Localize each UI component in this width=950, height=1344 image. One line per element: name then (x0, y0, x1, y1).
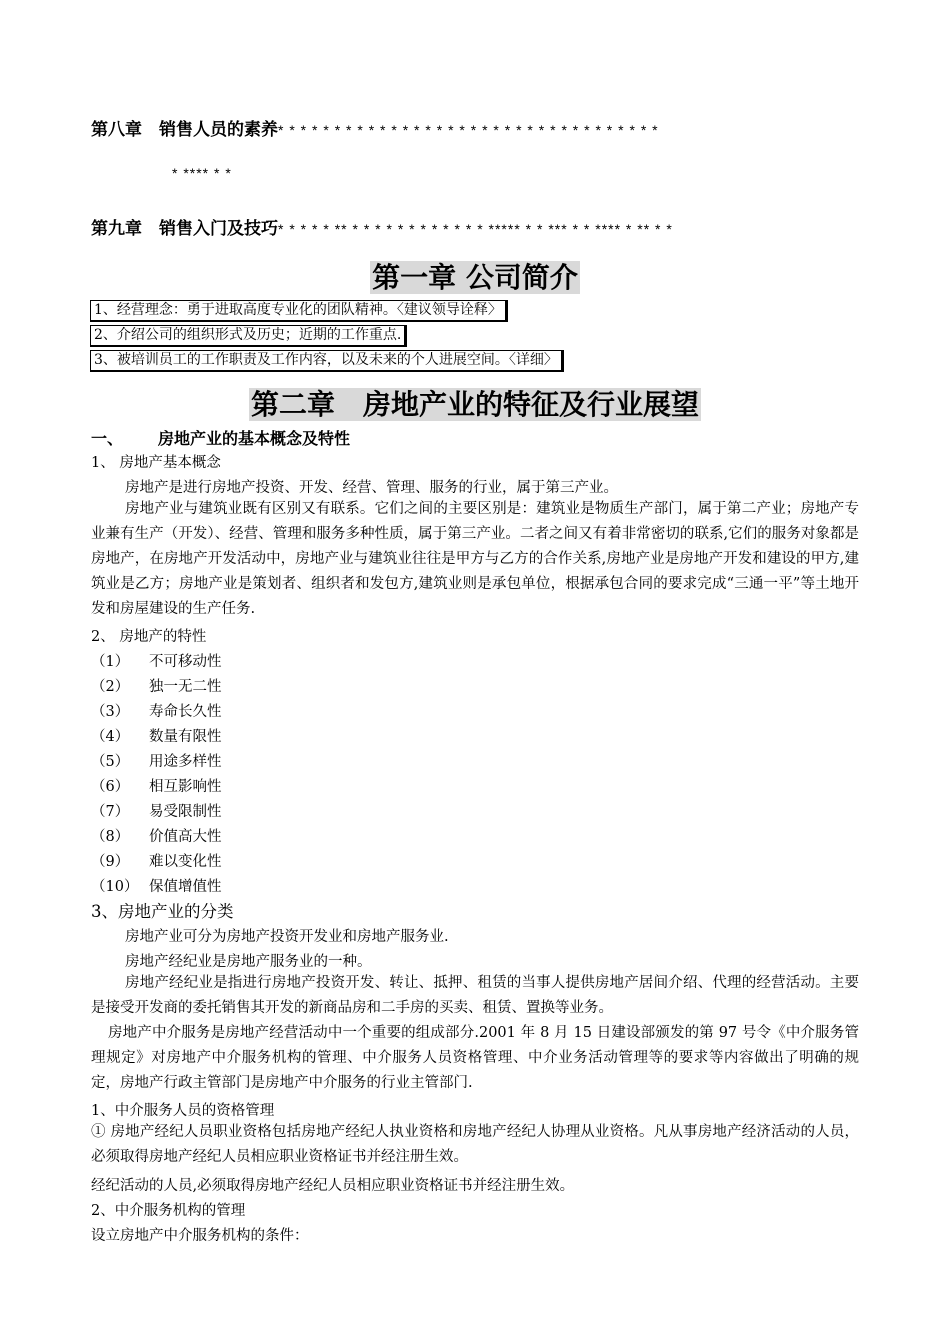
paragraph-4: 房地产经纪业是房地产服务业的一种。 (125, 954, 372, 970)
list-item: （3） 寿命长久性 (91, 704, 222, 720)
list-item: （1） 不可移动性 (91, 654, 222, 670)
paragraph-7: ① 房地产经纪人员职业资格包括房地产经纪人执业资格和房地产经纪人协理从业资格。凡从事房地产经济活动的人员，必须取得房地产经纪人员相应职业资格证书并经注册生效。 (91, 1124, 859, 1165)
toc-ch8-leader-cont: * **** * * (172, 165, 232, 181)
section-title: 房地产业的基本概念及特性 (158, 429, 351, 448)
chapter2-title: 第二章 房地产业的特征及行业展望 (250, 388, 699, 421)
paragraph-9: 设立房地产中介服务机构的条件： (91, 1228, 309, 1244)
subheading-agency: 2、中介服务机构的管理 (91, 1203, 246, 1219)
list-item: （2） 独一无二性 (91, 679, 222, 695)
toc-ch9-leader: * * * * * ** * * * * * * * * * * * * ***** * * *** * * **** * ** * * (278, 221, 673, 237)
chapter1-title: 第一章 公司简介 (372, 261, 578, 294)
subheading-concept: 1、 房地产基本概念 (91, 455, 221, 471)
paragraph-2: 房地产业与建筑业既有区别又有联系。它们之间的主要区别是：建筑业是物质生产部门，属于第二产业；房地产专业兼有生产（开发）、经营、管理和服务多种性质，属于第三产业。二者之间又有着非常密切的联系,它们的服务对象都是房地产，在房地产开发活动中，房地产业与建筑业往往是甲方与乙方的合作关系,房地产业是房地产开发和建设的甲方,建筑业是乙方；房地产业是策划者、组织者和发包方,建筑业则是承包单位，根据承包合同的要求完成“三通一平”等土地开发和房屋建设的生产任务. (91, 501, 859, 617)
list-item: （8） 价值高大性 (91, 829, 222, 845)
paragraph-3: 房地产业可分为房地产投资开发业和房地产服务业. (125, 929, 449, 945)
section-number: 一、 (91, 429, 124, 448)
toc-entry-ch8[interactable] (91, 115, 659, 140)
toc-ch8-label: 第八章 销售人员的素养 (91, 120, 278, 139)
list-item: （7） 易受限制性 (91, 804, 222, 820)
subheading-personnel: 1、中介服务人员的资格管理 (91, 1103, 275, 1119)
toc-ch8-leader: * * * * * * * * * * * * * * * * * * * * * * * * * * * * * * * * * * (278, 122, 659, 138)
toc-ch9-label: 第九章 销售入门及技巧 (91, 219, 278, 238)
chapter1-item-3: 3、被培训员工的工作职责及工作内容，以及未来的个人进展空间。〈详细〉 (90, 350, 564, 372)
list-item: （4） 数量有限性 (91, 729, 222, 745)
list-item: （5） 用途多样性 (91, 754, 222, 770)
subheading-features: 2、 房地产的特性 (91, 629, 207, 645)
subheading-classification: 3、房地产业的分类 (91, 902, 234, 921)
paragraph-1: 房地产是进行房地产投资、开发、经营、管理、服务的行业，属于第三产业。 (125, 480, 618, 496)
toc-entry-ch9[interactable] (91, 214, 673, 239)
paragraph-6: 房地产中介服务是房地产经营活动中一个重要的组成部分.2001 年 8 月 15 日建设部颁发的第 97 号令《中介服务管理规定》对房地产中介服务机构的管理、中介服务人员资格管理、中介业务活动管理等的要求等内容做出了明确的规定，房地产行政主管部门是房地产中介服务的行业主管部门. (91, 1025, 859, 1091)
paragraph-8: 经纪活动的人员,必须取得房地产经纪人员相应职业资格证书并经注册生效。 (91, 1178, 575, 1194)
paragraph-5: 房地产经纪业是指进行房地产投资开发、转让、抵押、租赁的当事人提供房地产居间介绍、代理的经营活动。主要是接受开发商的委托销售其开发的新商品房和二手房的买卖、租赁、置换等业务。 (91, 975, 859, 1016)
section-heading (91, 426, 351, 449)
list-item: （10） 保值增值性 (91, 879, 222, 895)
chapter1-item-2: 2、介绍公司的组织形式及历史；近期的工作重点. (90, 325, 407, 347)
list-item: （9） 难以变化性 (91, 854, 222, 870)
chapter1-item-1: 1、经营理念：勇于进取高度专业化的团队精神。〈建议领导诠释〉 (90, 300, 508, 322)
list-item: （6） 相互影响性 (91, 779, 222, 795)
